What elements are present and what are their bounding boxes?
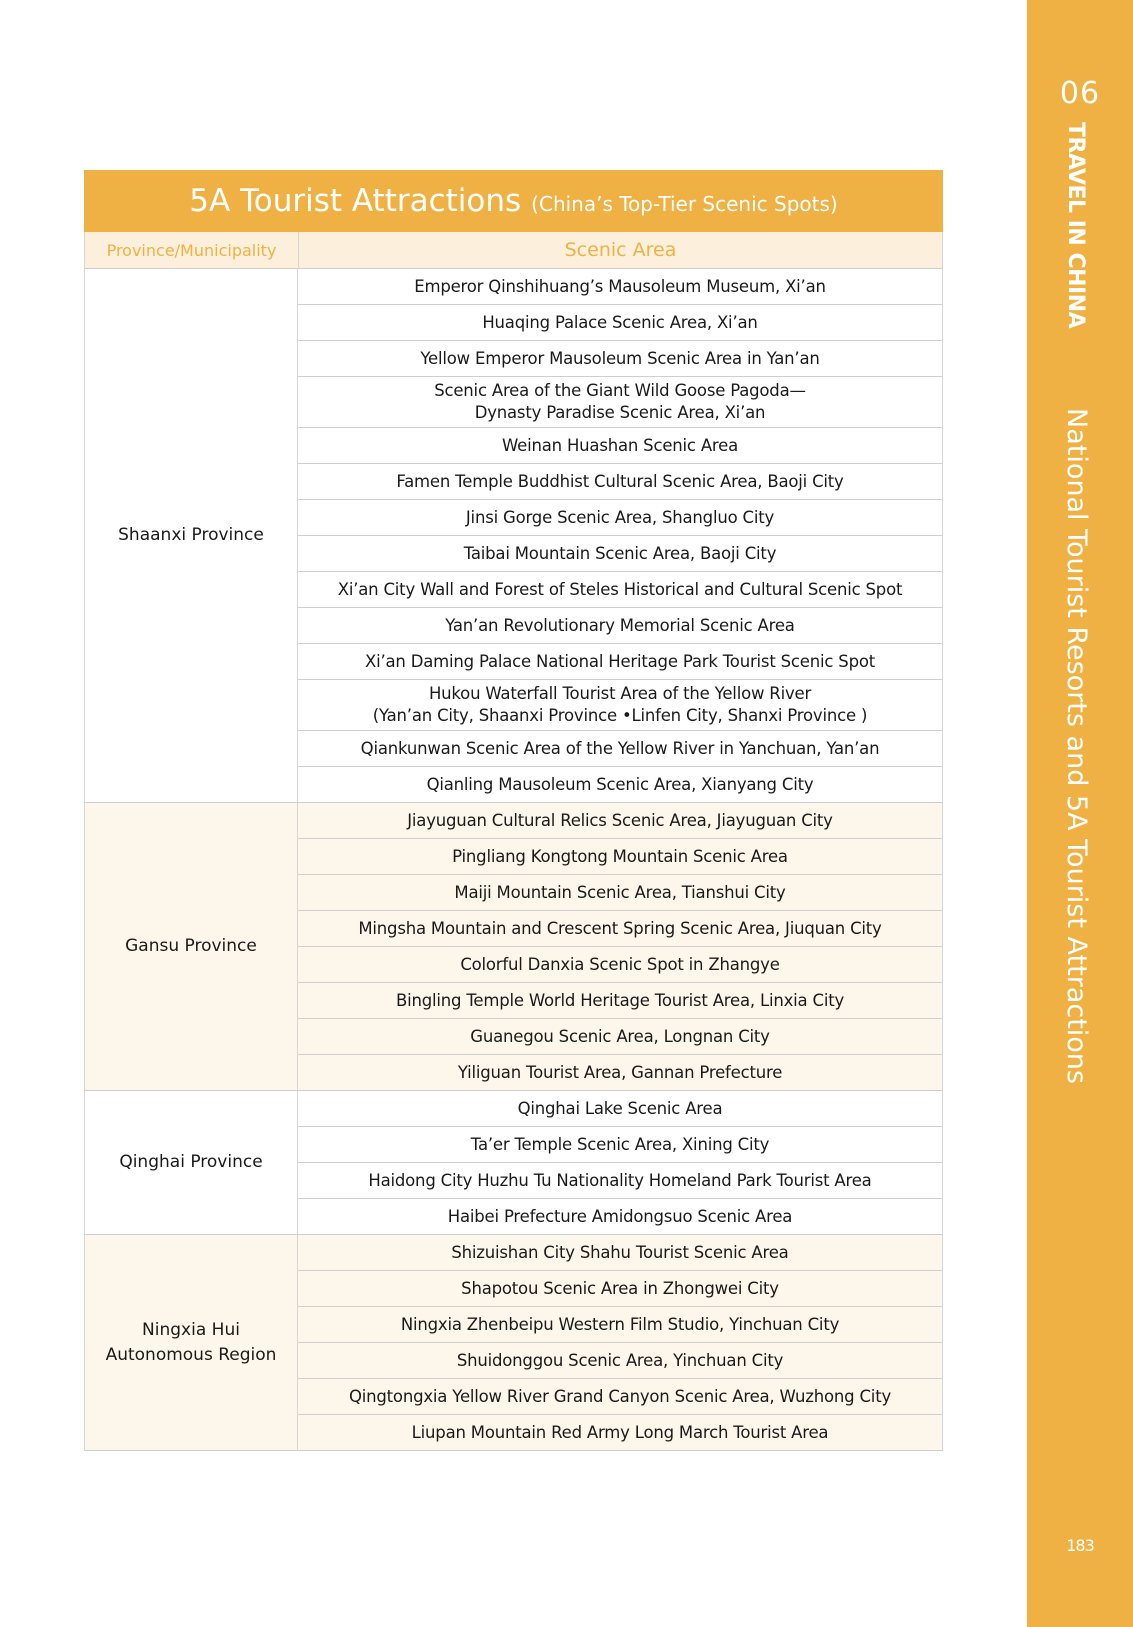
scenic-area-list [298, 803, 942, 1090]
scenic-area-cell: Scenic Area of the Giant Wild Goose Pagoda— Dynasty Paradise Scenic Area, Xi’an [298, 377, 942, 428]
scenic-area-cell: Qianling Mausoleum Scenic Area, Xianyang City [426, 775, 814, 794]
column-header-scenic-area: Scenic Area [564, 239, 677, 261]
table-title-bar [84, 170, 943, 232]
scenic-area-cell: Shizuishan City Shahu Tourist Scenic Area [298, 1235, 942, 1271]
scenic-area-cell: Shapotou Scenic Area in Zhongwei City [298, 1271, 942, 1307]
table-title: 5A Tourist Attractions [189, 183, 522, 219]
province-group [84, 1235, 943, 1451]
scenic-area-cell: Colorful Danxia Scenic Spot in Zhangye [298, 947, 942, 983]
scenic-area-cell: Yiliguan Tourist Area, Gannan Prefecture [457, 1063, 783, 1082]
scenic-area-cell: Liupan Mountain Red Army Long March Tourist Area [411, 1423, 829, 1442]
province-group [84, 803, 943, 1091]
chapter-sidebar [1027, 0, 1133, 1627]
scenic-area-cell: Maiji Mountain Scenic Area, Tianshui City [298, 875, 942, 911]
scenic-area-cell: Jinsi Gorge Scenic Area, Shangluo City [298, 500, 942, 536]
section-title: TRAVEL IN CHINA [1063, 122, 1088, 329]
scenic-area-cell: Huaqing Palace Scenic Area, Xi’an [298, 305, 942, 341]
section-subtitle: National Tourist Resorts and 5A Tourist Attractions [1061, 408, 1092, 1084]
scenic-area-cell: Bingling Temple World Heritage Tourist Area, Linxia City [298, 983, 942, 1019]
scenic-area-cell: Xi’an Daming Palace National Heritage Park Tourist Scenic Spot [298, 644, 942, 680]
scenic-area-cell: Qiankunwan Scenic Area of the Yellow River in Yanchuan, Yan’an [298, 731, 942, 767]
table-body [84, 269, 943, 1451]
scenic-area-cell: Jiayuguan Cultural Relics Scenic Area, Jiayuguan City [298, 803, 942, 839]
scenic-area-cell: Haibei Prefecture Amidongsuo Scenic Area [447, 1207, 793, 1226]
scenic-area-cell: Qinghai Lake Scenic Area [298, 1091, 942, 1127]
scenic-area-cell: Shuidonggou Scenic Area, Yinchuan City [298, 1343, 942, 1379]
scenic-area-cell: Famen Temple Buddhist Cultural Scenic Area, Baoji City [298, 464, 942, 500]
province-group [84, 269, 943, 803]
column-header-province: Province/Municipality [85, 232, 299, 268]
scenic-area-list [298, 1235, 942, 1450]
scenic-area-cell: Xi’an City Wall and Forest of Steles Historical and Cultural Scenic Spot [298, 572, 942, 608]
scenic-area-cell: Ningxia Zhenbeipu Western Film Studio, Yinchuan City [298, 1307, 942, 1343]
scenic-area-cell: Emperor Qinshihuang’s Mausoleum Museum, Xi’an [298, 269, 942, 305]
scenic-area-cell: Mingsha Mountain and Crescent Spring Scenic Area, Jiuquan City [298, 911, 942, 947]
scenic-area-cell: Hukou Waterfall Tourist Area of the Yellow River (Yan’an City, Shaanxi Province •Linfen City, Shanxi Province ) [298, 680, 942, 731]
scenic-area-cell: Guanegou Scenic Area, Longnan City [298, 1019, 942, 1055]
scenic-area-cell: Pingliang Kongtong Mountain Scenic Area [298, 839, 942, 875]
scenic-area-cell: Taibai Mountain Scenic Area, Baoji City [298, 536, 942, 572]
table-header-row [84, 232, 943, 269]
page-number: 183 [1066, 1536, 1094, 1555]
scenic-area-list [298, 1091, 942, 1234]
attractions-table [84, 170, 943, 1451]
province-cell: Gansu Province [85, 803, 298, 1090]
scenic-area-cell: Yan’an Revolutionary Memorial Scenic Area [298, 608, 942, 644]
province-cell: Qinghai Province [85, 1091, 298, 1234]
table-title-note: (China’s Top-Tier Scenic Spots) [531, 192, 838, 216]
scenic-area-cell: Yellow Emperor Mausoleum Scenic Area in Yan’an [298, 341, 942, 377]
scenic-area-cell: Haidong City Huzhu Tu Nationality Homeland Park Tourist Area [298, 1163, 942, 1199]
province-cell: Ningxia Hui Autonomous Region [85, 1235, 298, 1450]
province-group [84, 1091, 943, 1235]
scenic-area-list [298, 269, 942, 802]
scenic-area-cell: Weinan Huashan Scenic Area [298, 428, 942, 464]
province-cell: Shaanxi Province [85, 269, 298, 802]
scenic-area-cell: Qingtongxia Yellow River Grand Canyon Scenic Area, Wuzhong City [298, 1379, 942, 1415]
chapter-number: 06 [1059, 76, 1101, 111]
scenic-area-cell: Ta’er Temple Scenic Area, Xining City [298, 1127, 942, 1163]
